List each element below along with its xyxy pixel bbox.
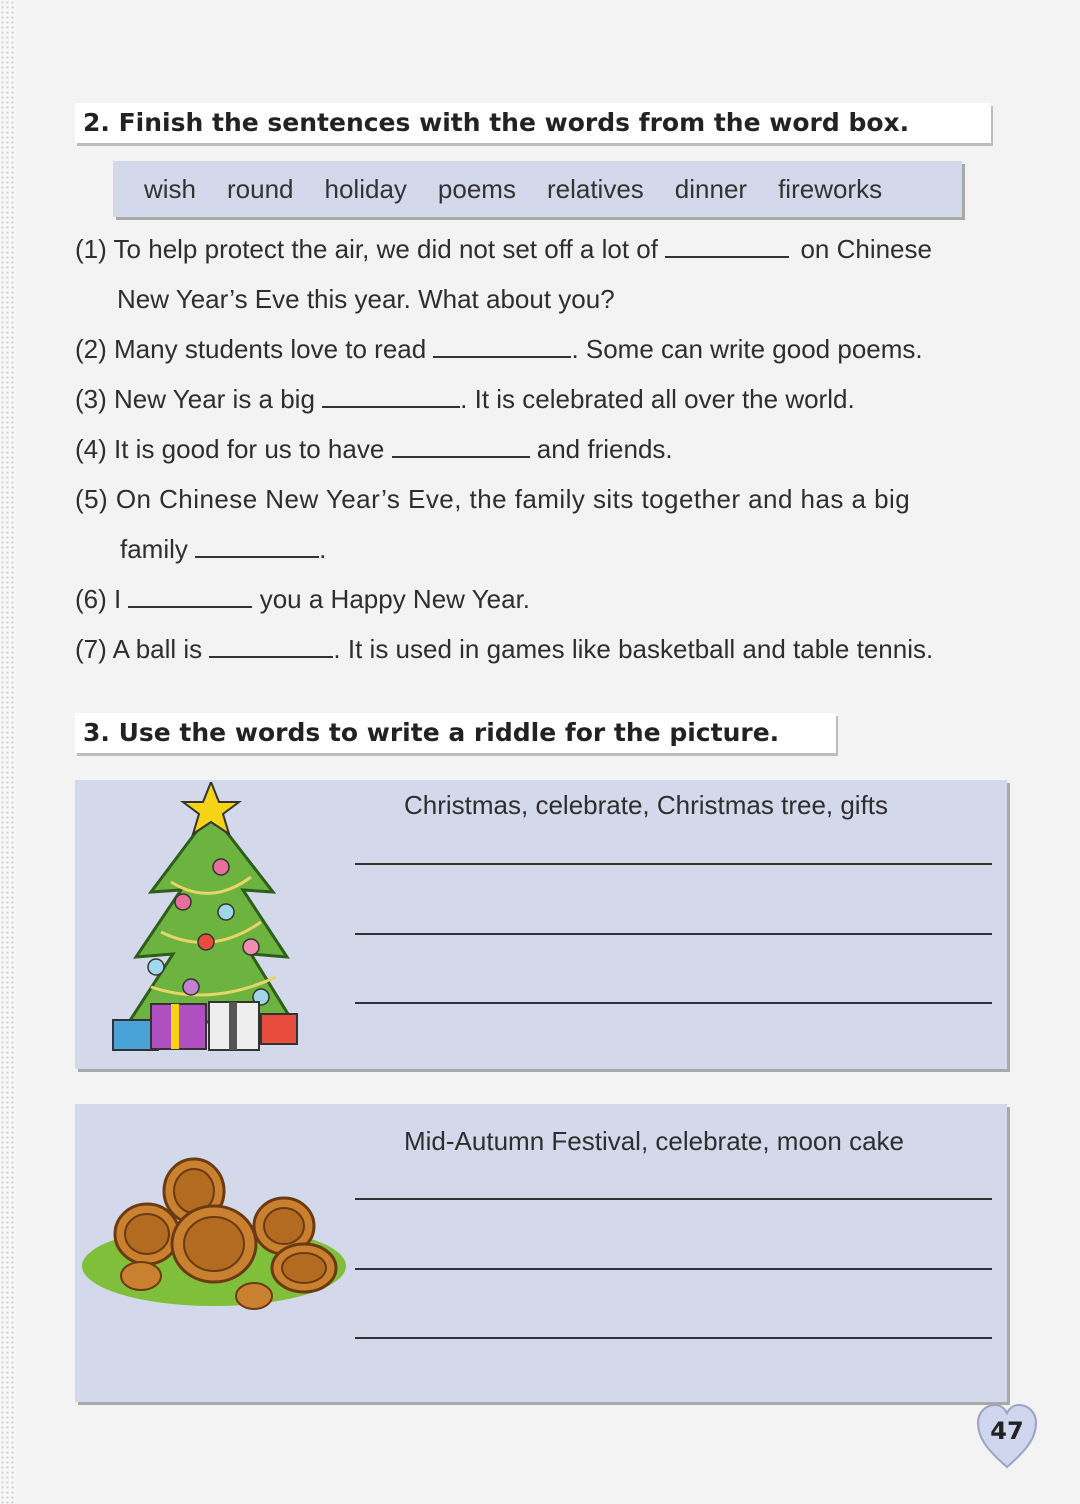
sentence-text: . It is used in games like basketball and table tennis. <box>333 634 934 664</box>
sentence-text: A ball is <box>112 634 203 664</box>
word-box-item: wish <box>144 173 197 204</box>
writing-line[interactable] <box>355 933 992 935</box>
sentence-text: On Chinese New Year’s Eve, the family sits together and has a big <box>115 484 911 514</box>
sentence-text: you a Happy New Year. <box>259 584 531 614</box>
sentence-text: . <box>319 534 327 564</box>
word-box-item: fireworks <box>778 173 883 204</box>
word-box-item: round <box>227 173 294 204</box>
answer-blank[interactable] <box>665 232 789 258</box>
page-number-badge <box>976 1403 1038 1469</box>
sentence-5-continuation <box>120 532 326 566</box>
sentence-text: on Chinese <box>800 234 932 264</box>
mooncakes-illustration <box>79 1156 349 1316</box>
sentence-7 <box>75 632 933 666</box>
sentence-4 <box>75 432 673 466</box>
sentence-3 <box>75 382 855 416</box>
writing-line[interactable] <box>355 1268 992 1270</box>
sentence-number: (5) <box>75 484 109 514</box>
answer-blank[interactable] <box>322 382 460 408</box>
sentence-6 <box>75 582 530 616</box>
writing-line[interactable] <box>355 863 992 865</box>
writing-line[interactable] <box>355 1198 992 1200</box>
section-2-title: 2. Finish the sentences with the words from the word box. <box>75 103 991 143</box>
sentence-number: (3) <box>75 384 107 414</box>
sentence-text: . Some can write good poems. <box>571 334 923 364</box>
sentence-number: (4) <box>75 434 107 464</box>
answer-blank[interactable] <box>195 532 319 558</box>
sentence-text: I <box>114 584 122 614</box>
page-number: 47 <box>990 1417 1024 1445</box>
sentence-text: family <box>120 534 188 564</box>
sentence-1-continuation <box>117 282 615 316</box>
writing-line[interactable] <box>355 1002 992 1004</box>
word-box-item: holiday <box>324 173 407 204</box>
answer-blank[interactable] <box>209 632 333 658</box>
sentence-text: To help protect the air, we did not set off a lot of <box>113 234 658 264</box>
word-box-item: dinner <box>674 173 748 204</box>
sentence-2 <box>75 332 923 366</box>
answer-blank[interactable] <box>392 432 530 458</box>
section-3-title: 3. Use the words to write a riddle for the picture. <box>75 713 836 753</box>
sentence-text: New Year is a big <box>114 384 315 414</box>
writing-line[interactable] <box>355 1337 992 1339</box>
christmas-tree-illustration <box>111 782 311 1057</box>
word-box <box>113 161 962 217</box>
word-box-item: poems <box>437 173 516 204</box>
sentence-1 <box>75 232 932 266</box>
riddle-words: Christmas, celebrate, Christmas tree, gifts <box>404 790 889 820</box>
riddle-panel-christmas <box>75 780 1007 1069</box>
sentence-number: (2) <box>75 334 107 364</box>
riddle-panel-mid-autumn <box>75 1104 1007 1402</box>
sentence-number: (6) <box>75 584 107 614</box>
sentence-text: It is good for us to have <box>114 434 385 464</box>
sentence-text: New Year’s Eve this year. What about you? <box>117 284 615 314</box>
sentence-number: (1) <box>75 234 107 264</box>
sentence-text: and friends. <box>536 434 673 464</box>
riddle-words: Mid-Autumn Festival, celebrate, moon cake <box>404 1126 904 1156</box>
sentence-number: (7) <box>75 634 107 664</box>
sentence-text: . It is celebrated all over the world. <box>460 384 855 414</box>
sentence-5 <box>75 482 910 516</box>
answer-blank[interactable] <box>128 582 252 608</box>
page-edge-texture <box>0 0 16 1504</box>
sentence-text: Many students love to read <box>114 334 427 364</box>
word-box-item: relatives <box>546 173 644 204</box>
answer-blank[interactable] <box>433 332 571 358</box>
